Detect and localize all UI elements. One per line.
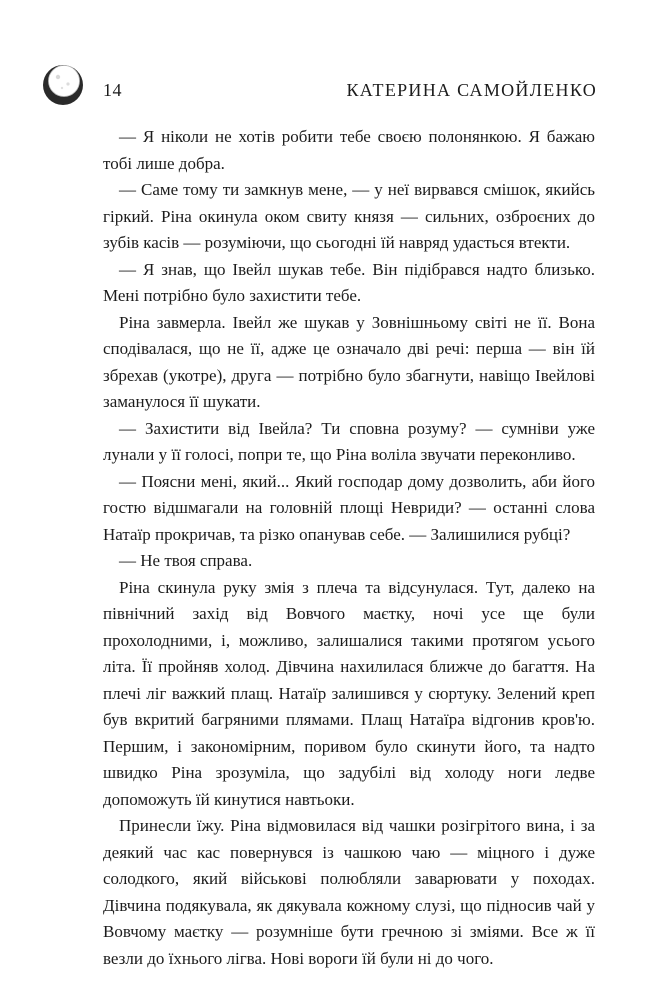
paragraph: Ріна скинула руку змія з плеча та відсунулася. Тут, далеко на північний захід від Вовчого маєтку, ночі усе ще були прохолодними, і, можливо, залишалися такими протягом усього літа. Її пройняв холод. Дівчина нахилилася ближче до багаття. На плечі ліг важкий плащ. Натаїр залишився у сюртуку. Зелений креп був вкритий багряними плямами. Плащ Натаїра відгонив кров'ю. Першим, і закономірним, поривом було скинути його, та надто швидко Ріна зрозуміла, що задубілі від холоду ноги ледве допоможуть їй кинутися навтьоки. (103, 577, 595, 809)
paragraph: — Я ніколи не хотів робити тебе своєю полонянкою. Я бажаю тобі лише добра. (103, 127, 595, 173)
paragraph: Ріна завмерла. Івейл же шукав у Зовнішньому світі не її. Вона сподівалася, що не її, адже це означало дві речі: перша — він їй збрехав (укотре), друга — потрібно було збагнути, навіщо Івейлові заманулося її шукати. (103, 312, 595, 411)
page-number: 14 (103, 80, 122, 100)
paragraph: — Не твоя справа. (119, 551, 253, 570)
paragraph: — Я знав, що Івейл шукав тебе. Він підібрався надто близько. Мені потрібно було захистити тебе. (103, 259, 595, 305)
paragraph: Принесли їжу. Ріна відмовилася від чашки розігрітого вина, і за деякий час кас повернувся із чашкою чаю — міцного і дуже солодкого, який військові полюбляли заварювати у походах. Дівчина подякувала, як дякувала кожному слузі, що підносив чай у Вовчому маєтку — розумніше бути гречною зі зміями. Все ж її везли до їхнього лігва. Нові вороги їй були ні до чого. (103, 816, 595, 968)
page-header (0, 0, 657, 120)
running-head-author: КАТЕРИНА САМОЙЛЕНКО (346, 80, 597, 100)
paragraph: — Захистити від Івейла? Ти сповна розуму? — сумніви уже лунали у її голосі, попри те, що Ріна воліла звучати переконливо. (103, 418, 595, 464)
body-text (103, 124, 595, 972)
paragraph: — Саме тому ти замкнув мене, — у неї вирвався смішок, якийсь гіркий. Ріна окинула оком свиту князя — сильних, озброєних до зубів касів — розуміючи, що сьогодні їй навряд удасться втекти. (103, 180, 595, 252)
crescent-moon-icon (42, 64, 84, 106)
paragraph: — Поясни мені, який... Який господар дому дозволить, аби його гостю відшмагали на головній площі Невриди? — останні слова Натаїр прокричав, та різко опанував себе. — Залишилися рубці? (103, 471, 595, 544)
